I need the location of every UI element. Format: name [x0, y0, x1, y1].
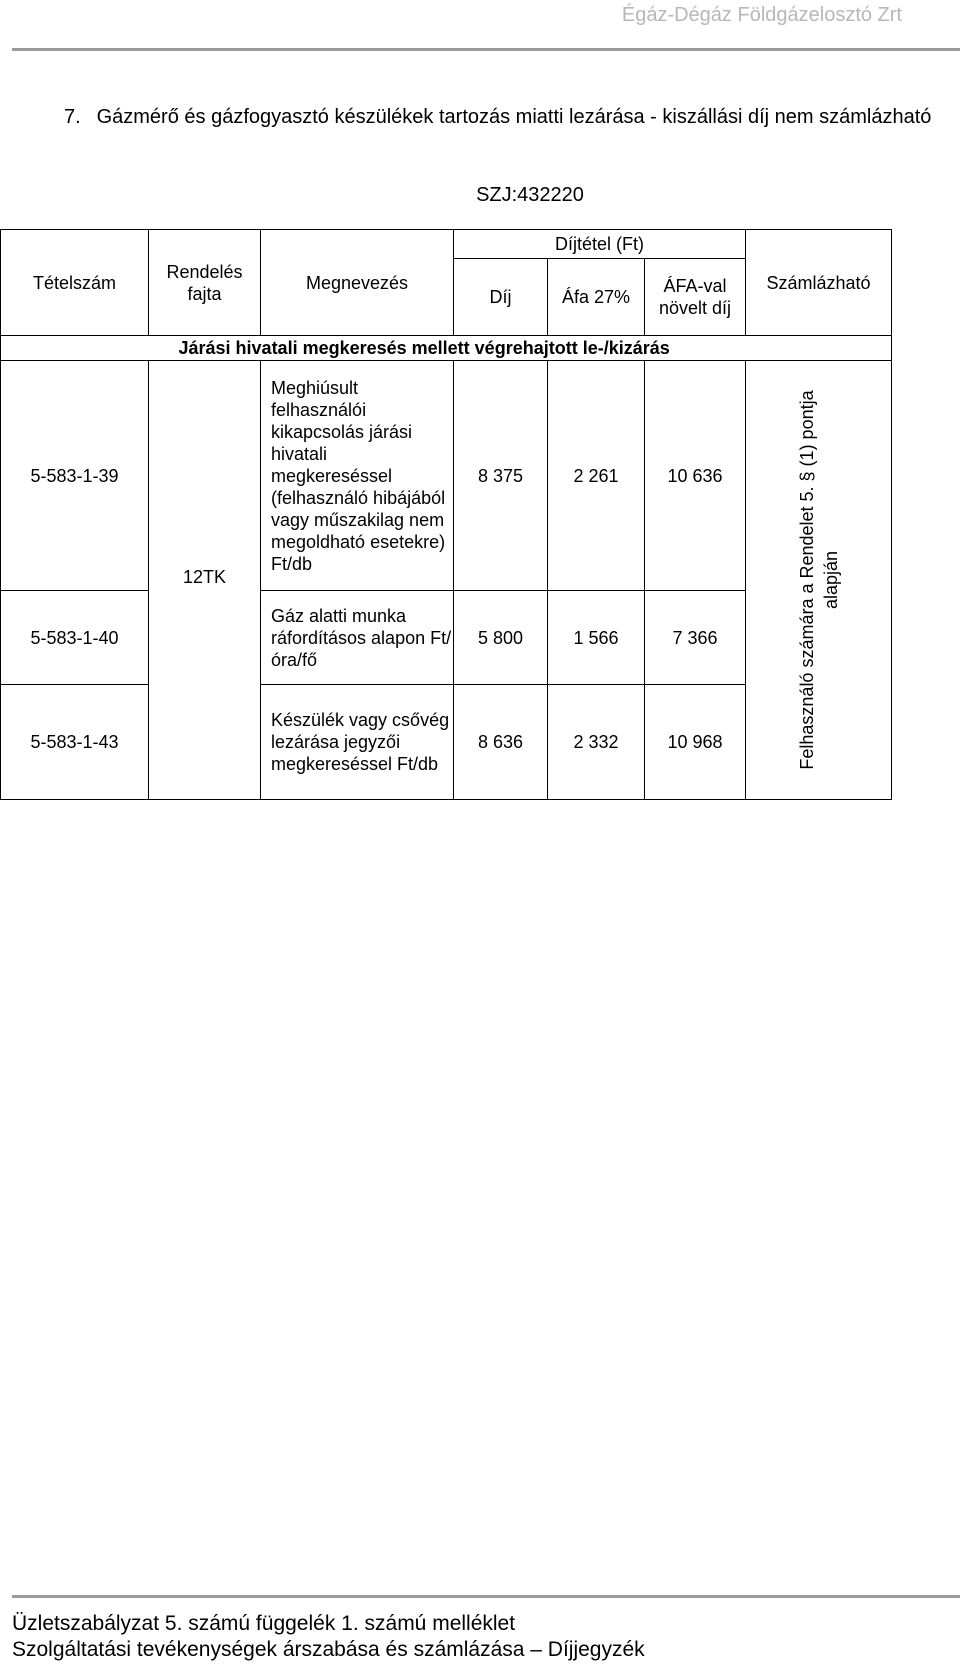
- szamlazhato-cell: [746, 361, 892, 800]
- row-megnevezes: Meghiúsult felhasználói kikapcsolás járási hivatali megkereséssel (felhasználó hibájából vagy műszakilag nem megoldható esetekre) Ft/db: [261, 361, 454, 591]
- header-afaval: ÁFA-val növelt díj: [645, 259, 746, 336]
- header-row-1: [1, 230, 892, 259]
- rendeles-value: 12TK: [149, 361, 261, 800]
- row-tetelszam: 5-583-1-40: [1, 591, 149, 685]
- group-spacer: [1, 336, 149, 361]
- header-megnevezes: Megnevezés: [261, 230, 454, 336]
- table-row: [1, 361, 892, 591]
- row-afa: 1 566: [548, 591, 645, 685]
- row-dij: 8 375: [454, 361, 548, 591]
- row-dij: 5 800: [454, 591, 548, 685]
- row-megnevezes: Készülék vagy csővég lezárása jegyzői megkereséssel Ft/db: [261, 685, 454, 800]
- header-tetelszam: Tételszám: [1, 230, 149, 336]
- footer-line-2: Szolgáltatási tevékenységek árszabása és számlázása – Díjjegyzék: [12, 1638, 645, 1661]
- group-label: Járási hivatali megkeresés mellett végrehajtott le-/kizárás: [149, 336, 892, 361]
- row-tetelszam: 5-583-1-43: [1, 685, 149, 800]
- header-afa: Áfa 27%: [548, 259, 645, 336]
- section-title: [64, 104, 934, 130]
- footer-divider: [12, 1595, 960, 1598]
- header-rendeles: Rendelés fajta: [149, 230, 261, 336]
- row-afaval: 10 636: [645, 361, 746, 591]
- row-afaval: 7 366: [645, 591, 746, 685]
- szamlazhato-value: Felhasználó számára a Rendelet 5. § (1) pontja alapján: [796, 390, 841, 770]
- section-title-text: Gázmérő és gázfogyasztó készülékek tartozás miatti lezárása - kiszállási díj nem számlázható: [96, 106, 932, 128]
- row-tetelszam: 5-583-1-39: [1, 361, 149, 591]
- header-dij: Díj: [454, 259, 548, 336]
- header-divider: [12, 48, 960, 51]
- row-afa: 2 261: [548, 361, 645, 591]
- header-szamlazhato: Számlázható: [746, 230, 892, 336]
- row-megnevezes: Gáz alatti munka ráfordításos alapon Ft/óra/fő: [261, 591, 454, 685]
- company-name: Égáz-Dégáz Földgázelosztó Zrt: [621, 4, 902, 26]
- row-afa: 2 332: [548, 685, 645, 800]
- row-dij: 8 636: [454, 685, 548, 800]
- group-row: [1, 336, 892, 361]
- fee-table: [0, 229, 892, 800]
- header-dijtetel: Díjtétel (Ft): [454, 230, 746, 259]
- row-afaval: 10 968: [645, 685, 746, 800]
- section-number: 7.: [64, 106, 81, 128]
- szj-code: SZJ:432220: [476, 184, 584, 206]
- footer-line-1: Üzletszabályzat 5. számú függelék 1. számú melléklet: [12, 1612, 516, 1635]
